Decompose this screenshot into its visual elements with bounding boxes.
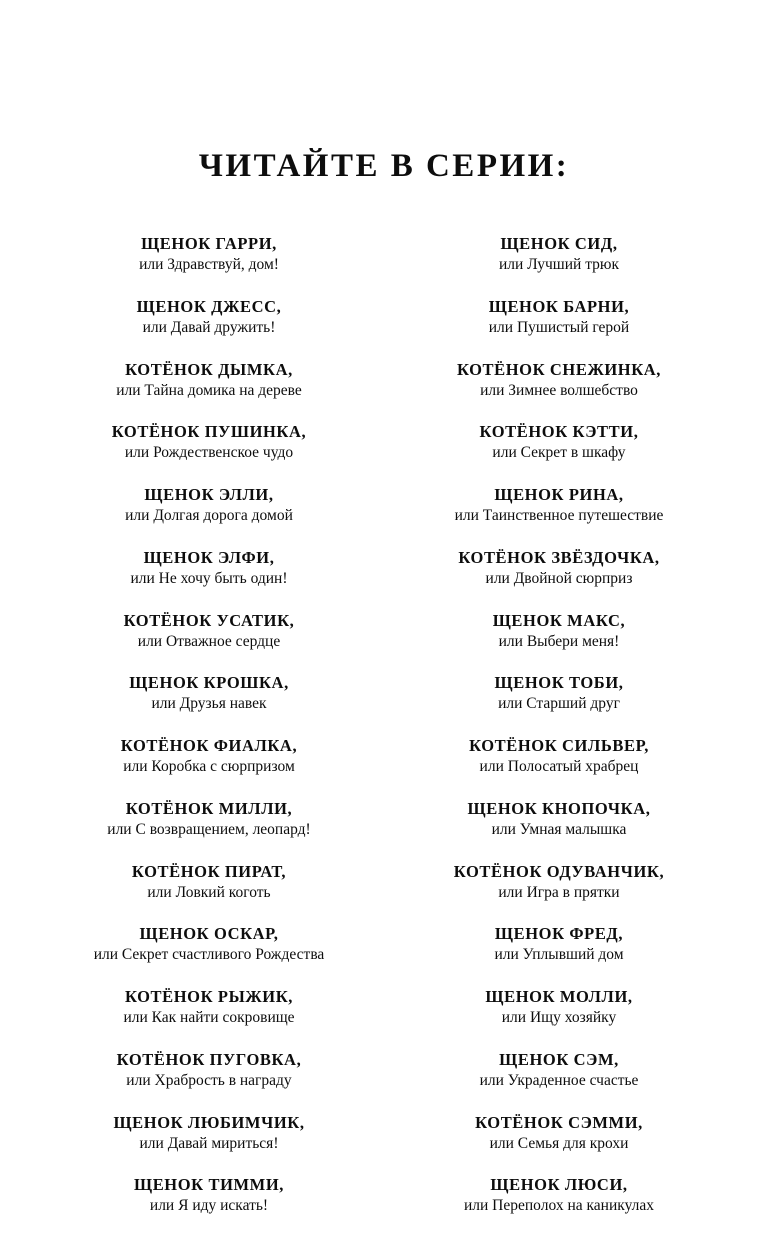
series-entry-subtitle: или Рождественское чудо (124, 444, 294, 462)
series-entry-title: ЩЕНОК ГАРРИ, (141, 234, 277, 253)
series-entry (406, 359, 712, 401)
series-entry-subtitle: или Давай мириться! (139, 1134, 279, 1152)
series-entry (56, 861, 362, 903)
series-entry-title: КОТЁНОК МИЛЛИ, (125, 798, 293, 818)
series-entry-title: КОТЁНОК ПУШИНКА, (111, 422, 307, 442)
series-entry-title: КОТЁНОК СЭММИ, (475, 1112, 643, 1132)
series-entry (56, 1049, 362, 1091)
series-entry-title: ЩЕНОК МОЛЛИ, (485, 987, 633, 1006)
series-entry-subtitle: или Храбрость в награду (126, 1071, 292, 1089)
series-entry-subtitle: или Как найти сокровище (123, 1009, 295, 1027)
series-entry (406, 735, 712, 777)
series-entry (56, 986, 362, 1028)
series-entry-title: ЩЕНОК РИНА, (494, 485, 624, 504)
series-entry-subtitle: или Двойной сюрприз (485, 569, 633, 587)
series-entry (406, 547, 712, 589)
series-column-right (406, 233, 712, 1237)
series-entry-subtitle: или Умная малышка (491, 820, 627, 838)
series-column-left (56, 233, 362, 1237)
page-title: ЧИТАЙТЕ В СЕРИИ: (198, 148, 570, 184)
series-entry (56, 1174, 362, 1216)
series-entry (406, 1049, 712, 1091)
series-entry-subtitle: или С возвращением, леопард! (107, 820, 311, 838)
series-entry-title: КОТЁНОК ЗВЁЗДОЧКА, (458, 547, 660, 567)
series-entry-subtitle: или Долгая дорога домой (125, 507, 293, 525)
series-entry-title: ЩЕНОК КРОШКА, (129, 673, 289, 693)
series-entry (406, 861, 712, 903)
series-entry-subtitle: или Ищу хозяйку (501, 1009, 617, 1027)
series-entry (406, 484, 712, 526)
series-entry-subtitle: или Не хочу быть один! (130, 569, 288, 587)
series-entry-title: ЩЕНОК ФРЕД, (494, 924, 624, 944)
series-entry (406, 1112, 712, 1154)
series-entry-subtitle: или Секрет в шкафу (492, 444, 626, 462)
series-entry (56, 359, 362, 401)
series-entry-subtitle: или Ловкий коготь (147, 883, 271, 901)
series-entry-title: ЩЕНОК МАКС, (492, 610, 626, 630)
series-entry-title: ЩЕНОК ТОБИ, (494, 673, 624, 693)
series-entry (406, 233, 712, 275)
series-entry-subtitle: или Тайна домика на дереве (116, 381, 302, 399)
series-entry (56, 610, 362, 652)
series-entry-title: КОТЁНОК ОДУВАНЧИК, (453, 861, 665, 881)
series-entry-subtitle: или Игра в прятки (498, 883, 620, 901)
series-entry (406, 1174, 712, 1216)
series-entry-title: КОТЁНОК ДЫМКА, (125, 359, 293, 379)
series-entry-title: ЩЕНОК ТИММИ, (133, 1175, 285, 1195)
series-entry-subtitle: или Коробка с сюрпризом (123, 758, 295, 776)
series-entry-subtitle: или Здравствуй, дом! (139, 256, 279, 274)
series-entry-subtitle: или Полосатый храбрец (479, 758, 639, 776)
series-entry (56, 233, 362, 275)
series-entry-subtitle: или Лучший трюк (498, 256, 620, 274)
series-entry (56, 923, 362, 965)
series-entry-title: КОТЁНОК ФИАЛКА, (120, 736, 298, 755)
series-entry-subtitle: или Уплывший дом (494, 946, 624, 964)
series-entry (56, 798, 362, 840)
series-entry-subtitle: или Пушистый герой (488, 318, 630, 336)
series-entry-title: ЩЕНОК ЭЛФИ, (143, 547, 275, 567)
series-entry-subtitle: или Таинственное путешествие (454, 507, 664, 525)
series-entry-title: ЩЕНОК ЛЮБИМЧИК, (113, 1112, 305, 1132)
series-entry-subtitle: или Я иду искать! (149, 1197, 269, 1215)
series-entry-title: КОТЁНОК ПУГОВКА, (116, 1049, 302, 1069)
series-entry-subtitle: или Давай дружить! (142, 318, 276, 336)
series-entry-title: КОТЁНОК ПИРАТ, (131, 861, 287, 881)
series-entry (56, 735, 362, 777)
series-entry-subtitle: или Секрет счастливого Рождества (93, 946, 325, 964)
series-list (0, 233, 768, 1237)
series-entry-title: ЩЕНОК КНОПОЧКА, (467, 798, 651, 818)
series-entry-title: КОТЁНОК СИЛЬВЕР, (469, 736, 649, 755)
series-entry (56, 547, 362, 589)
series-entry-subtitle: или Семья для крохи (489, 1134, 629, 1152)
series-entry (56, 1112, 362, 1154)
series-entry (56, 484, 362, 526)
series-entry (56, 296, 362, 338)
series-entry-subtitle: или Отважное сердце (137, 632, 281, 650)
series-entry (406, 986, 712, 1028)
series-entry (406, 296, 712, 338)
series-entry-subtitle: или Украденное счастье (479, 1071, 639, 1089)
series-entry (406, 923, 712, 965)
series-entry-subtitle: или Переполох на каникулах (463, 1197, 655, 1215)
series-entry-title: ЩЕНОК ДЖЕСС, (136, 296, 282, 316)
series-entry (56, 421, 362, 463)
series-entry-title: ЩЕНОК БАРНИ, (488, 296, 630, 316)
series-entry (406, 421, 712, 463)
series-entry (406, 672, 712, 714)
series-entry (406, 798, 712, 840)
series-entry-title: КОТЁНОК УСАТИК, (123, 610, 295, 630)
series-entry-title: ЩЕНОК СИД, (500, 234, 618, 253)
series-entry-subtitle: или Друзья навек (151, 695, 267, 713)
series-entry-title: КОТЁНОК СНЕЖИНКА, (456, 359, 662, 379)
series-entry-title: ЩЕНОК ЭЛЛИ, (144, 485, 274, 504)
series-entry-title: ЩЕНОК СЭМ, (499, 1049, 619, 1069)
series-entry-title: КОТЁНОК КЭТТИ, (479, 422, 639, 442)
series-entry-title: ЩЕНОК ЛЮСИ, (490, 1175, 628, 1195)
series-entry-title: КОТЁНОК РЫЖИК, (124, 987, 294, 1006)
series-entry (406, 610, 712, 652)
series-entry-subtitle: или Старший друг (498, 695, 620, 713)
series-entry-subtitle: или Зимнее волшебство (480, 381, 638, 399)
series-entry-title: ЩЕНОК ОСКАР, (139, 924, 279, 944)
series-entry (56, 672, 362, 714)
series-entry-subtitle: или Выбери меня! (498, 632, 620, 650)
